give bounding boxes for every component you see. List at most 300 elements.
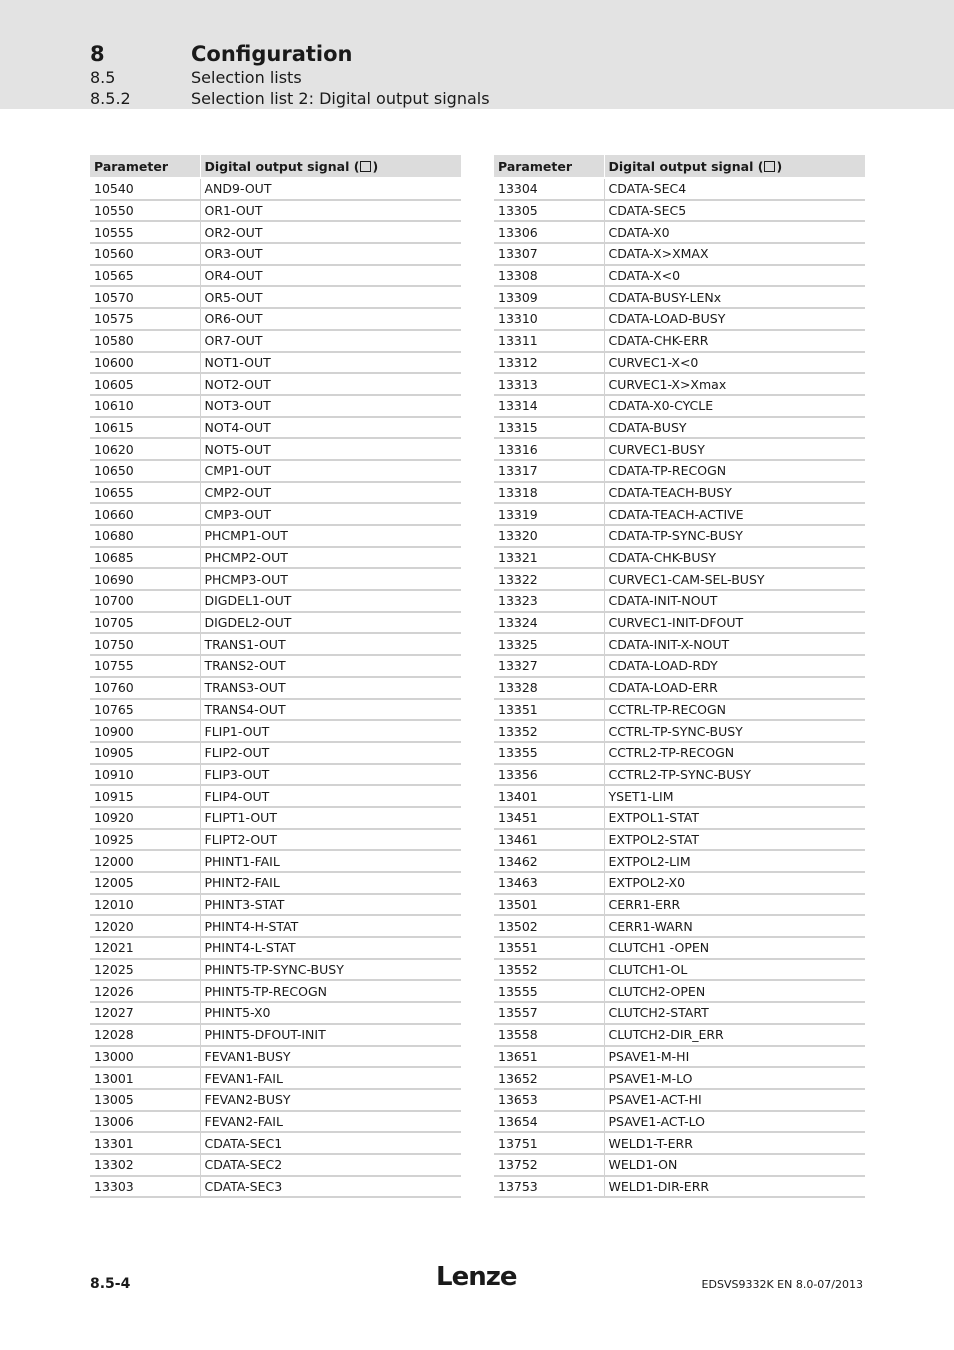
- square-signal-icon: [764, 161, 775, 172]
- table-row: [494, 308, 865, 330]
- signal-cell: YSET1-LIM: [604, 785, 865, 807]
- signal-cell: PSAVE1-M-LO: [604, 1067, 865, 1089]
- table-row: [90, 807, 461, 829]
- parameter-cell: 13322: [494, 568, 604, 590]
- signal-cell: PHINT5-X0: [200, 1002, 461, 1024]
- document-id: EDSVS9332K EN 8.0-07/2013: [701, 1278, 863, 1291]
- signal-cell: PHCMP3-OUT: [200, 568, 461, 590]
- parameter-cell: 13321: [494, 547, 604, 569]
- page-number: 8.5-4: [90, 1276, 131, 1292]
- table-row: [494, 221, 865, 243]
- signal-cell: CLUTCH2-OPEN: [604, 980, 865, 1002]
- table-row: [494, 1002, 865, 1024]
- left-table-body: [90, 178, 461, 1197]
- table-row: [90, 200, 461, 222]
- signal-cell: PSAVE1-ACT-LO: [604, 1111, 865, 1133]
- parameter-cell: 13558: [494, 1024, 604, 1046]
- signal-cell: PHINT5-TP-RECOGN: [200, 980, 461, 1002]
- parameter-cell: 10570: [90, 286, 200, 308]
- table-row: [90, 352, 461, 374]
- parameter-cell: 13753: [494, 1176, 604, 1198]
- parameter-cell: 10615: [90, 417, 200, 439]
- table-row: [90, 373, 461, 395]
- parameter-cell: 10650: [90, 460, 200, 482]
- table-row: [494, 720, 865, 742]
- table-row: [90, 525, 461, 547]
- signal-cell: PHINT5-DFOUT-INIT: [200, 1024, 461, 1046]
- table-row: [90, 221, 461, 243]
- table-row: [494, 482, 865, 504]
- signal-cell: CLUTCH1 -OPEN: [604, 937, 865, 959]
- signal-cell: WELD1-T-ERR: [604, 1132, 865, 1154]
- parameter-cell: 10905: [90, 742, 200, 764]
- parameter-cell: 12005: [90, 872, 200, 894]
- parameter-cell: 13651: [494, 1046, 604, 1068]
- table-row: [90, 1002, 461, 1024]
- subsection-number: 8.5.2: [90, 89, 131, 108]
- table-row: [90, 764, 461, 786]
- table-row: [494, 547, 865, 569]
- table-row: [90, 785, 461, 807]
- parameter-cell: 10560: [90, 243, 200, 265]
- signal-cell: CDATA-X0-CYCLE: [604, 395, 865, 417]
- signal-cell: PHCMP1-OUT: [200, 525, 461, 547]
- signal-header-suffix: ): [776, 158, 783, 174]
- table-row: [494, 265, 865, 287]
- table-row: [90, 1046, 461, 1068]
- parameter-cell: 13301: [90, 1132, 200, 1154]
- table-row: [90, 1111, 461, 1133]
- parameter-cell: 10580: [90, 330, 200, 352]
- square-signal-icon: [360, 161, 371, 172]
- parameter-cell: 10755: [90, 655, 200, 677]
- parameter-cell: 12026: [90, 980, 200, 1002]
- table-row: [494, 1154, 865, 1176]
- table-row: [90, 655, 461, 677]
- table-row: [90, 1154, 461, 1176]
- parameter-cell: 13323: [494, 590, 604, 612]
- parameter-cell: 13315: [494, 417, 604, 439]
- signal-cell: CDATA-CHK-ERR: [604, 330, 865, 352]
- parameter-cell: 13006: [90, 1111, 200, 1133]
- signal-cell: NOT3-OUT: [200, 395, 461, 417]
- signal-cell: FEVAN1-FAIL: [200, 1067, 461, 1089]
- parameter-cell: 13501: [494, 894, 604, 916]
- parameter-cell: 13319: [494, 503, 604, 525]
- parameter-cell: 13461: [494, 829, 604, 851]
- table-row: [90, 980, 461, 1002]
- parameter-cell: 13317: [494, 460, 604, 482]
- signal-cell: WELD1-ON: [604, 1154, 865, 1176]
- table-row: [494, 417, 865, 439]
- table-row: [494, 677, 865, 699]
- signal-cell: CDATA-SEC5: [604, 200, 865, 222]
- signal-cell: CDATA-LOAD-RDY: [604, 655, 865, 677]
- table-row: [494, 1132, 865, 1154]
- signal-cell: PHINT4-L-STAT: [200, 937, 461, 959]
- signal-cell: CDATA-TEACH-ACTIVE: [604, 503, 865, 525]
- signal-cell: PHINT1-FAIL: [200, 850, 461, 872]
- signal-cell: PHCMP2-OUT: [200, 547, 461, 569]
- table-row: [90, 438, 461, 460]
- parameter-cell: 13328: [494, 677, 604, 699]
- table-row: [494, 937, 865, 959]
- signal-cell: CDATA-TP-SYNC-BUSY: [604, 525, 865, 547]
- parameter-cell: 10690: [90, 568, 200, 590]
- signal-cell: DIGDEL2-OUT: [200, 612, 461, 634]
- signal-cell: PHINT3-STAT: [200, 894, 461, 916]
- parameter-cell: 13302: [90, 1154, 200, 1176]
- table-row: [90, 568, 461, 590]
- signal-cell: CDATA-TEACH-BUSY: [604, 482, 865, 504]
- table-row: [90, 482, 461, 504]
- table-row: [90, 286, 461, 308]
- table-row: [90, 178, 461, 200]
- signal-cell: WELD1-DIR-ERR: [604, 1176, 865, 1198]
- parameter-cell: 10910: [90, 764, 200, 786]
- table-header-row: [90, 155, 461, 178]
- signal-cell: NOT5-OUT: [200, 438, 461, 460]
- table-row: [90, 395, 461, 417]
- parameter-cell: 12010: [90, 894, 200, 916]
- table-row: [90, 243, 461, 265]
- signal-cell: CERR1-ERR: [604, 894, 865, 916]
- signal-cell: PSAVE1-ACT-HI: [604, 1089, 865, 1111]
- table-row: [494, 590, 865, 612]
- table-row: [494, 395, 865, 417]
- parameter-cell: 13306: [494, 221, 604, 243]
- signal-cell: FLIP1-OUT: [200, 720, 461, 742]
- signal-cell: CURVEC1-INIT-DFOUT: [604, 612, 865, 634]
- parameter-cell: 13502: [494, 915, 604, 937]
- signal-cell: TRANS1-OUT: [200, 633, 461, 655]
- parameter-cell: 10750: [90, 633, 200, 655]
- signal-header-prefix: Digital output signal (: [608, 158, 764, 174]
- signal-cell: CDATA-SEC1: [200, 1132, 461, 1154]
- parameter-cell: 10760: [90, 677, 200, 699]
- parameter-cell: 10915: [90, 785, 200, 807]
- parameter-cell: 10660: [90, 503, 200, 525]
- parameter-cell: 12020: [90, 915, 200, 937]
- parameter-cell: 10600: [90, 352, 200, 374]
- table-row: [90, 699, 461, 721]
- signal-cell: OR1-OUT: [200, 200, 461, 222]
- table-row: [90, 460, 461, 482]
- signal-cell: EXTPOL2-X0: [604, 872, 865, 894]
- parameter-cell: 13462: [494, 850, 604, 872]
- parameter-cell: 12000: [90, 850, 200, 872]
- parameter-cell: 10605: [90, 373, 200, 395]
- signal-cell: CDATA-X<0: [604, 265, 865, 287]
- signal-cell: OR3-OUT: [200, 243, 461, 265]
- parameter-cell: 13752: [494, 1154, 604, 1176]
- parameter-cell: 13551: [494, 937, 604, 959]
- table-row: [90, 417, 461, 439]
- parameter-cell: 10765: [90, 699, 200, 721]
- signal-cell: FLIP4-OUT: [200, 785, 461, 807]
- table-row: [494, 829, 865, 851]
- parameter-cell: 13313: [494, 373, 604, 395]
- signal-cell: CDATA-CHK-BUSY: [604, 547, 865, 569]
- right-table-body: [494, 178, 865, 1197]
- signal-cell: AND9-OUT: [200, 178, 461, 200]
- table-row: [494, 807, 865, 829]
- signal-cell: CDATA-INIT-NOUT: [604, 590, 865, 612]
- parameter-cell: 13451: [494, 807, 604, 829]
- chapter-title: Configuration: [191, 42, 353, 66]
- parameter-cell: 10620: [90, 438, 200, 460]
- parameter-cell: 13312: [494, 352, 604, 374]
- signal-cell: EXTPOL2-LIM: [604, 850, 865, 872]
- parameter-cell: 10680: [90, 525, 200, 547]
- signal-cell: CMP1-OUT: [200, 460, 461, 482]
- signal-cell: CERR1-WARN: [604, 915, 865, 937]
- section-title: Selection lists: [191, 68, 302, 87]
- signal-cell: OR4-OUT: [200, 265, 461, 287]
- signal-cell: OR7-OUT: [200, 330, 461, 352]
- signal-cell: CDATA-LOAD-BUSY: [604, 308, 865, 330]
- table-row: [90, 265, 461, 287]
- parameter-cell: 13305: [494, 200, 604, 222]
- table-row: [90, 633, 461, 655]
- table-row: [494, 850, 865, 872]
- signal-cell: TRANS2-OUT: [200, 655, 461, 677]
- signal-cell: FEVAN1-BUSY: [200, 1046, 461, 1068]
- table-row: [494, 178, 865, 200]
- signal-cell: FEVAN2-FAIL: [200, 1111, 461, 1133]
- table-row: [494, 699, 865, 721]
- table-row: [494, 1089, 865, 1111]
- table-row: [90, 915, 461, 937]
- table-row: [90, 330, 461, 352]
- signal-cell: CLUTCH2-START: [604, 1002, 865, 1024]
- parameter-cell: 13653: [494, 1089, 604, 1111]
- table-row: [494, 1176, 865, 1198]
- parameter-cell: 10705: [90, 612, 200, 634]
- signal-cell: TRANS3-OUT: [200, 677, 461, 699]
- parameter-cell: 13307: [494, 243, 604, 265]
- table-row: [494, 915, 865, 937]
- signal-cell: CURVEC1-BUSY: [604, 438, 865, 460]
- signal-cell: CCTRL2-TP-RECOGN: [604, 742, 865, 764]
- table-row: [90, 1176, 461, 1198]
- signal-cell: CCTRL-TP-RECOGN: [604, 699, 865, 721]
- table-row: [494, 612, 865, 634]
- signal-cell: PSAVE1-M-HI: [604, 1046, 865, 1068]
- signal-column-header: [200, 155, 461, 178]
- signal-cell: CDATA-INIT-X-NOUT: [604, 633, 865, 655]
- signal-header-suffix: ): [372, 158, 379, 174]
- table-row: [90, 612, 461, 634]
- signal-cell: CDATA-BUSY-LENx: [604, 286, 865, 308]
- signal-cell: CURVEC1-CAM-SEL-BUSY: [604, 568, 865, 590]
- signal-cell: CCTRL2-TP-SYNC-BUSY: [604, 764, 865, 786]
- parameter-column-header: Parameter: [494, 155, 604, 178]
- table-row: [90, 677, 461, 699]
- table-row: [90, 894, 461, 916]
- parameter-cell: 12021: [90, 937, 200, 959]
- table-row: [494, 1111, 865, 1133]
- parameter-cell: 13351: [494, 699, 604, 721]
- table-row: [494, 243, 865, 265]
- chapter-number: 8: [90, 42, 105, 66]
- signal-cell: FLIP3-OUT: [200, 764, 461, 786]
- signal-cell: CLUTCH1-OL: [604, 959, 865, 981]
- parameter-cell: 10575: [90, 308, 200, 330]
- parameter-cell: 10700: [90, 590, 200, 612]
- parameter-cell: 13555: [494, 980, 604, 1002]
- parameter-cell: 13352: [494, 720, 604, 742]
- signal-cell: CDATA-SEC2: [200, 1154, 461, 1176]
- table-row: [90, 937, 461, 959]
- table-row: [90, 720, 461, 742]
- parameter-cell: 13654: [494, 1111, 604, 1133]
- parameter-cell: 10550: [90, 200, 200, 222]
- table-row: [494, 352, 865, 374]
- signal-cell: CDATA-SEC3: [200, 1176, 461, 1198]
- parameter-cell: 10925: [90, 829, 200, 851]
- signal-cell: CMP3-OUT: [200, 503, 461, 525]
- parameter-cell: 13309: [494, 286, 604, 308]
- table-row: [494, 330, 865, 352]
- right-signal-table: [494, 155, 865, 1198]
- table-row: [494, 742, 865, 764]
- table-row: [494, 503, 865, 525]
- signal-cell: NOT1-OUT: [200, 352, 461, 374]
- table-row: [494, 286, 865, 308]
- signal-cell: CDATA-TP-RECOGN: [604, 460, 865, 482]
- parameter-cell: 13310: [494, 308, 604, 330]
- parameter-cell: 13401: [494, 785, 604, 807]
- parameter-cell: 10920: [90, 807, 200, 829]
- parameter-cell: 10610: [90, 395, 200, 417]
- table-row: [494, 1046, 865, 1068]
- signal-cell: PHINT5-TP-SYNC-BUSY: [200, 959, 461, 981]
- signal-cell: PHINT2-FAIL: [200, 872, 461, 894]
- table-row: [90, 850, 461, 872]
- signal-cell: EXTPOL2-STAT: [604, 829, 865, 851]
- signal-header-prefix: Digital output signal (: [204, 158, 360, 174]
- signal-cell: FLIPT1-OUT: [200, 807, 461, 829]
- table-row: [90, 1067, 461, 1089]
- parameter-cell: 13463: [494, 872, 604, 894]
- parameter-cell: 10565: [90, 265, 200, 287]
- signal-column-header: [604, 155, 865, 178]
- signal-cell: CDATA-LOAD-ERR: [604, 677, 865, 699]
- section-number: 8.5: [90, 68, 116, 87]
- table-row: [90, 1089, 461, 1111]
- parameter-cell: 10685: [90, 547, 200, 569]
- parameter-cell: 13751: [494, 1132, 604, 1154]
- signal-cell: CLUTCH2-DIR_ERR: [604, 1024, 865, 1046]
- table-row: [494, 200, 865, 222]
- table-row: [494, 460, 865, 482]
- parameter-cell: 13652: [494, 1067, 604, 1089]
- table-row: [90, 829, 461, 851]
- signal-cell: EXTPOL1-STAT: [604, 807, 865, 829]
- table-row: [494, 1067, 865, 1089]
- table-row: [494, 764, 865, 786]
- signal-cell: CDATA-SEC4: [604, 178, 865, 200]
- signal-cell: FLIP2-OUT: [200, 742, 461, 764]
- signal-cell: NOT2-OUT: [200, 373, 461, 395]
- page-header: [0, 0, 954, 109]
- parameter-cell: 13314: [494, 395, 604, 417]
- table-row: [90, 503, 461, 525]
- table-row: [90, 742, 461, 764]
- parameter-cell: 13320: [494, 525, 604, 547]
- parameter-cell: 13557: [494, 1002, 604, 1024]
- parameter-cell: 12027: [90, 1002, 200, 1024]
- parameter-cell: 13355: [494, 742, 604, 764]
- table-row: [90, 959, 461, 981]
- table-row: [494, 568, 865, 590]
- table-row: [494, 959, 865, 981]
- parameter-cell: 10540: [90, 178, 200, 200]
- table-row: [494, 785, 865, 807]
- signal-cell: CMP2-OUT: [200, 482, 461, 504]
- parameter-cell: 13356: [494, 764, 604, 786]
- parameter-cell: 13327: [494, 655, 604, 677]
- lenze-logo: Lenze: [436, 1262, 517, 1292]
- parameter-cell: 10555: [90, 221, 200, 243]
- signal-cell: CDATA-X0: [604, 221, 865, 243]
- signal-cell: PHINT4-H-STAT: [200, 915, 461, 937]
- table-row: [494, 525, 865, 547]
- table-row: [90, 547, 461, 569]
- parameter-cell: 13304: [494, 178, 604, 200]
- table-row: [90, 308, 461, 330]
- parameter-column-header: Parameter: [90, 155, 200, 178]
- table-row: [90, 1132, 461, 1154]
- parameter-cell: 10900: [90, 720, 200, 742]
- left-signal-table: [90, 155, 461, 1198]
- subsection-title: Selection list 2: Digital output signals: [191, 89, 490, 108]
- table-row: [494, 438, 865, 460]
- table-row: [494, 872, 865, 894]
- parameter-cell: 10655: [90, 482, 200, 504]
- signal-cell: NOT4-OUT: [200, 417, 461, 439]
- signal-cell: CURVEC1-X<0: [604, 352, 865, 374]
- table-row: [494, 633, 865, 655]
- table-header-row: [494, 155, 865, 178]
- signal-cell: TRANS4-OUT: [200, 699, 461, 721]
- parameter-cell: 13308: [494, 265, 604, 287]
- table-row: [90, 872, 461, 894]
- signal-cell: CDATA-BUSY: [604, 417, 865, 439]
- table-row: [494, 980, 865, 1002]
- signal-cell: CURVEC1-X>Xmax: [604, 373, 865, 395]
- table-row: [494, 894, 865, 916]
- parameter-cell: 13001: [90, 1067, 200, 1089]
- table-row: [494, 373, 865, 395]
- parameter-cell: 13316: [494, 438, 604, 460]
- signal-cell: OR5-OUT: [200, 286, 461, 308]
- parameter-cell: 13005: [90, 1089, 200, 1111]
- signal-cell: CCTRL-TP-SYNC-BUSY: [604, 720, 865, 742]
- signal-cell: FEVAN2-BUSY: [200, 1089, 461, 1111]
- parameter-cell: 13318: [494, 482, 604, 504]
- table-row: [90, 1024, 461, 1046]
- parameter-cell: 13325: [494, 633, 604, 655]
- signal-cell: DIGDEL1-OUT: [200, 590, 461, 612]
- signal-cell: CDATA-X>XMAX: [604, 243, 865, 265]
- signal-cell: FLIPT2-OUT: [200, 829, 461, 851]
- signal-cell: OR2-OUT: [200, 221, 461, 243]
- table-row: [494, 655, 865, 677]
- parameter-cell: 13311: [494, 330, 604, 352]
- parameter-cell: 12025: [90, 959, 200, 981]
